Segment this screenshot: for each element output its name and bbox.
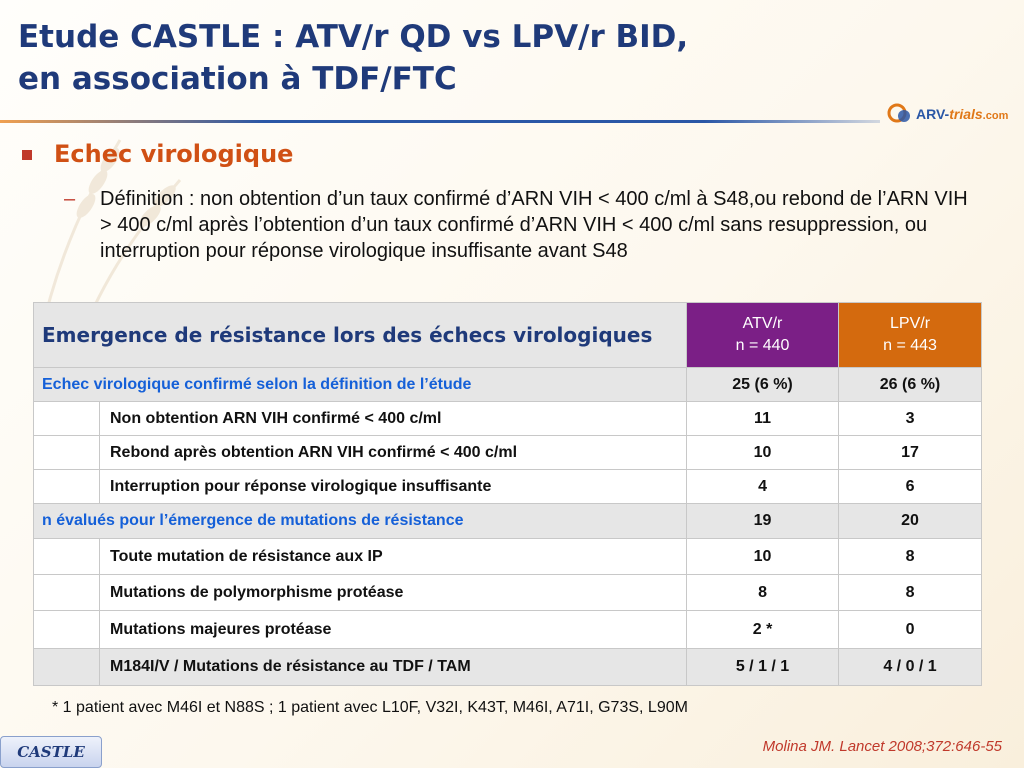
table-row xyxy=(34,368,982,402)
atv-value: 10 xyxy=(687,436,839,470)
atv-n: n = 440 xyxy=(735,337,790,354)
indent-cell xyxy=(34,402,100,436)
arv-trials-logo xyxy=(886,100,1014,128)
square-bullet-icon xyxy=(22,150,32,160)
table-row xyxy=(34,436,982,470)
title-underline xyxy=(0,120,880,123)
lpv-name: LPV/r xyxy=(890,315,931,332)
atv-value: 19 xyxy=(687,504,839,539)
slide-title-line-1: Etude CASTLE : ATV/r QD vs LPV/r BID, xyxy=(18,19,689,55)
bullet-echec-virologique xyxy=(22,140,293,168)
indent-cell xyxy=(34,539,100,575)
lpv-value: 20 xyxy=(839,504,982,539)
atv-name: ATV/r xyxy=(742,315,783,332)
castle-study-button[interactable]: CASTLE xyxy=(0,736,102,768)
row-label: Mutations majeures protéase xyxy=(100,611,687,649)
table-row xyxy=(34,402,982,436)
indent-cell xyxy=(34,470,100,504)
row-label: Interruption pour réponse virologique insuffisante xyxy=(100,470,687,504)
table-row xyxy=(34,539,982,575)
indent-cell xyxy=(34,649,100,686)
atv-value: 25 (6 %) xyxy=(687,368,839,402)
atv-value: 8 xyxy=(687,575,839,611)
atv-value: 2 * xyxy=(687,611,839,649)
table-row xyxy=(34,649,982,686)
resistance-table xyxy=(33,302,982,686)
lpv-column-header xyxy=(839,303,982,368)
lpv-value: 4 / 0 / 1 xyxy=(839,649,982,686)
lpv-value: 3 xyxy=(839,402,982,436)
table-row xyxy=(34,611,982,649)
row-label: Mutations de polymorphisme protéase xyxy=(100,575,687,611)
lpv-value: 0 xyxy=(839,611,982,649)
row-label: Echec virologique confirmé selon la définition de l’étude xyxy=(34,368,687,402)
atv-value: 4 xyxy=(687,470,839,504)
dash-bullet: – xyxy=(64,188,76,210)
reference-citation: Molina JM. Lancet 2008;372:646-55 xyxy=(762,738,1002,755)
atv-value: 10 xyxy=(687,539,839,575)
table-row xyxy=(34,470,982,504)
lpv-value: 6 xyxy=(839,470,982,504)
row-label: Rebond après obtention ARN VIH confirmé < 400 c/ml xyxy=(100,436,687,470)
lpv-value: 8 xyxy=(839,575,982,611)
arv-trials-logo-text: ARV-trials.com xyxy=(916,106,1009,122)
table-header-row xyxy=(34,303,982,368)
bullet-heading: Echec virologique xyxy=(54,140,294,168)
indent-cell xyxy=(34,575,100,611)
arv-trials-logo-icon xyxy=(886,101,916,127)
lpv-value: 26 (6 %) xyxy=(839,368,982,402)
table-row xyxy=(34,504,982,539)
lpv-value: 8 xyxy=(839,539,982,575)
lpv-value: 17 xyxy=(839,436,982,470)
definition-text: Définition : non obtention d’un taux confirmé d’ARN VIH < 400 c/ml à S48,ou rebond de l’ARN VIH > 400 c/ml après l’obtention d’un taux confirmé d’ARN VIH < 400 c/ml sans resuppression, ou interruption pour réponse virologique insuffisante avant S48 xyxy=(100,188,968,262)
row-label: M184I/V / Mutations de résistance au TDF / TAM xyxy=(100,649,687,686)
table-row xyxy=(34,575,982,611)
definition-bullet xyxy=(64,186,984,264)
lpv-n: n = 443 xyxy=(883,337,937,354)
indent-cell xyxy=(34,436,100,470)
table-footnote: * 1 patient avec M46I et N88S ; 1 patient avec L10F, V32I, K43T, M46I, A71I, G73S, L90M xyxy=(52,699,688,716)
indent-cell xyxy=(34,611,100,649)
atv-column-header xyxy=(687,303,839,368)
slide-title-line-2: en association à TDF/FTC xyxy=(18,61,457,97)
atv-value: 11 xyxy=(687,402,839,436)
slide-title xyxy=(18,16,688,100)
row-label: n évalués pour l’émergence de mutations de résistance xyxy=(34,504,687,539)
row-label: Non obtention ARN VIH confirmé < 400 c/ml xyxy=(100,402,687,436)
atv-value: 5 / 1 / 1 xyxy=(687,649,839,686)
row-label: Toute mutation de résistance aux IP xyxy=(100,539,687,575)
table-title: Emergence de résistance lors des échecs virologiques xyxy=(34,303,687,368)
